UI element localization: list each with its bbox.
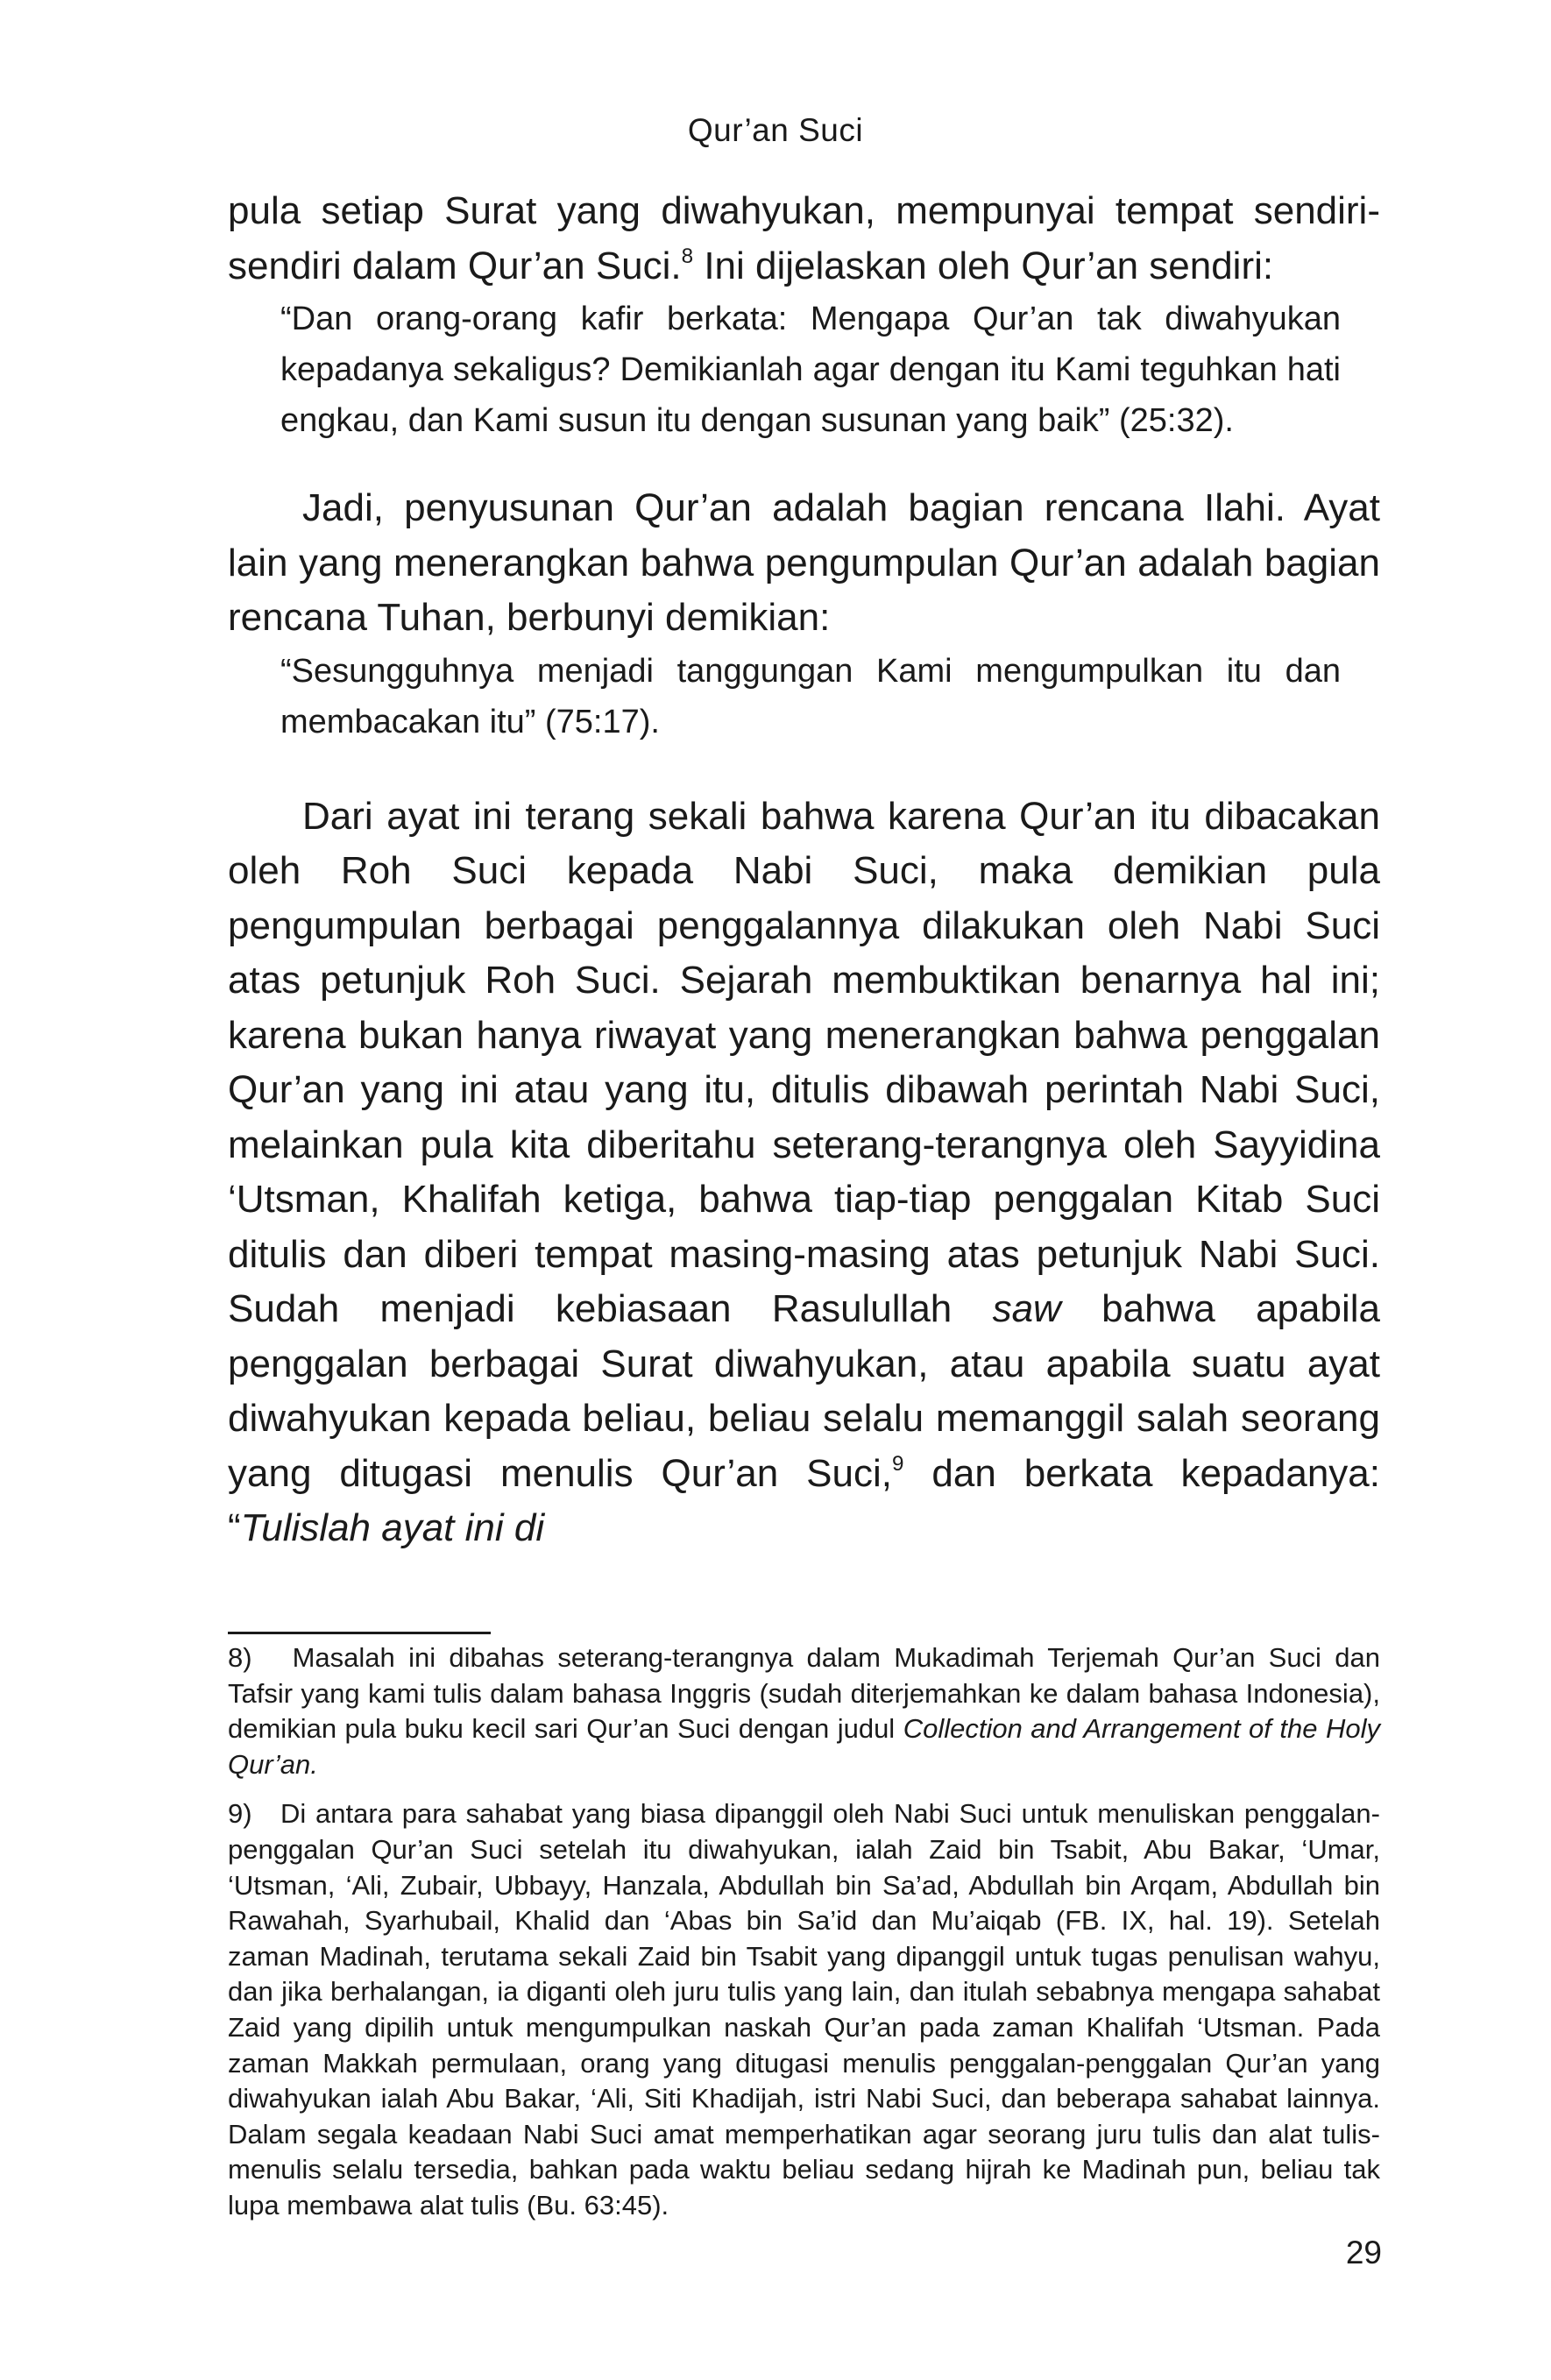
footnote-8: 8) Masalah ini dibahas seterang-terangnya dalam Mukadimah Terjemah Qur’an Suci dan Tafsir yang kami tulis dalam bahasa Inggris (sudah diterjemahkan ke dalam bahasa Indonesia), demikian pula buku kecil sari Qur’an Suci dengan judul Collection and Arrangement of the Holy Qur’an.: [228, 1642, 1381, 1780]
footnote-ref-8: 8: [681, 244, 694, 268]
quoted-command: Tulislah ayat ini di: [240, 1506, 545, 1549]
footnotes: [228, 1640, 1380, 2224]
page-number: 29: [1345, 2235, 1382, 2270]
paragraph-3: Dari ayat ini terang sekali bahwa karena Qur’an itu dibacakan oleh Roh Suci kepada Nabi Suci, maka demikian pula pengumpulan berbagai penggalannya dilakukan oleh Nabi Suci atas petunjuk Roh Suci. Sejarah membuktikan benarnya hal ini; karena bukan hanya riwayat yang menerangkan bahwa penggalan Qur’an yang ini atau yang itu, ditulis dibawah perintah Nabi Suci, melainkan pula kita diberitahu seterang-terangnya oleh Sayyidina ‘Utsman, Khalifah ketiga, bahwa tiap-tiap penggalan Kitab Suci ditulis dan diberi tempat masing-masing atas petunjuk Nabi Suci. Sudah menjadi kebiasaan Rasulullah saw bahwa apabila penggalan berbagai Surat diwahyukan, atau apabila suatu ayat diwahyukan kepada beliau, beliau selalu memanggil salah seorang yang ditugasi menulis Qur’an Suci,$^9$ dan berkata kepadanya: “Tulislah ayat ini di: [228, 794, 1380, 1549]
main-text: [228, 184, 1380, 1556]
saw-abbreviation: saw: [992, 1287, 1061, 1330]
footnote-divider: [228, 1632, 491, 1634]
paragraph-1: pula setiap Surat yang diwahyukan, mempunyai tempat sendiri-sendiri dalam Qur’an Suci.$^8$ Ini dijelaskan oleh Qur’an sendiri:: [228, 189, 1380, 287]
running-header: Qur’an Suci: [687, 112, 864, 148]
footnote-9: 9) Di antara para sahabat yang biasa dipanggil oleh Nabi Suci untuk menuliskan penggalan-penggalan Qur’an Suci setelah itu diwahyukan, ialah Zaid bin Tsabit, Abu Bakar, ‘Umar, ‘Utsman, ‘Ali, Zubair, Ubbayy, Hanzala, Abdullah bin Sa’ad, Abdullah bin Arqam, Abdullah bin Rawahah, Syarhubail, Khalid dan ‘Abas bin Sa’id dan Mu’aiqab (FB. IX, hal. 19). Setelah zaman Madinah, terutama sekali Zaid bin Tsabit yang dipanggil untuk tugas penulisan wahyu, dan jika berhalangan, ia diganti oleh juru tulis yang lain, dan itulah sebabnya mengapa sahabat Zaid yang dipilih untuk mengumpulkan naskah Qur’an pada zaman Khalifah ‘Utsman. Pada zaman Makkah permulaan, orang yang ditugasi menulis penggalan-penggalan Qur’an yang diwahyukan ialah Abu Bakar, ‘Ali, Siti Khadijah, istri Nabi Suci, dan beberapa sahabat lainnya. Dalam segala keadaan Nabi Suci amat memperhatikan agar seorang juru tulis dan alat tulis-menulis selalu tersedia, bahkan pada waktu beliau sedang hijrah ke Madinah pun, beliau tak lupa membawa alat tulis (Bu. 63:45).: [228, 1798, 1380, 2221]
footnote-ref-9: 9: [892, 1451, 904, 1476]
quote-75-17: “Sesungguhnya menjadi tanggungan Kami mengumpulkan itu dan membacakan itu” (75:17).: [280, 652, 1341, 740]
paragraph-2: Jadi, penyusunan Qur’an adalah bagian rencana Ilahi. Ayat lain yang menerangkan bahwa pengumpulan Qur’an adalah bagian rencana Tuhan, berbunyi demikian:: [228, 486, 1380, 639]
quote-25-32: “Dan orang-orang kafir berkata: Mengapa Qur’an tak diwahyukan kepadanya sekaligus? Demikianlah agar dengan itu Kami teguhkan hati engkau, dan Kami susun itu dengan susunan yang baik” (25:32).: [280, 301, 1341, 439]
